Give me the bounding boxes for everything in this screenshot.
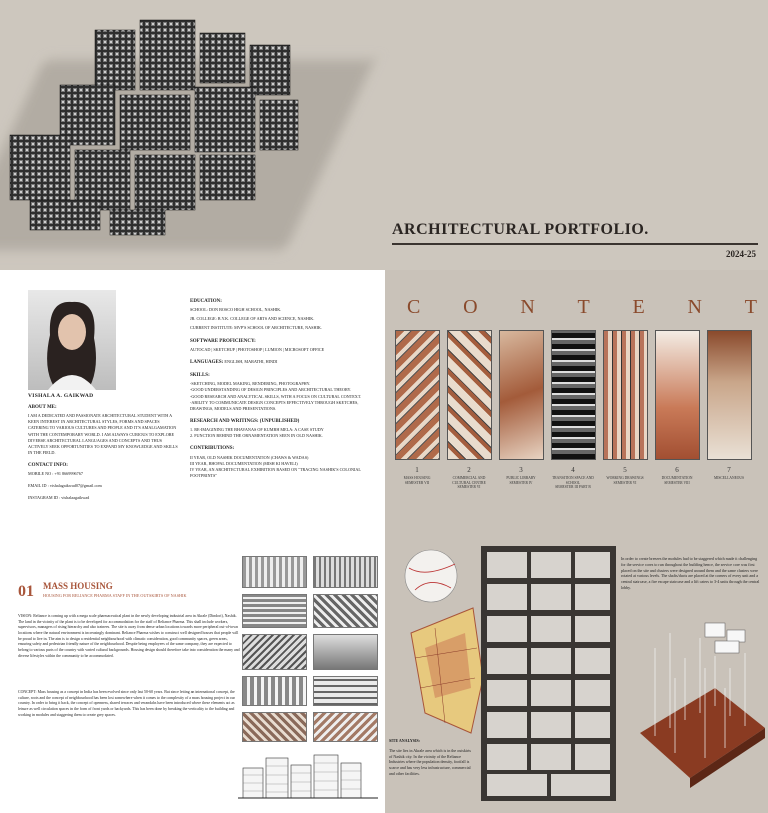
render-thumbnail — [313, 712, 378, 742]
content-item-6[interactable]: 6 DOCUMENTATION SEMESTER VIII — [661, 466, 693, 485]
content-heading — [407, 296, 757, 319]
concept-text: CONCEPT: Mass housing as a concept in India has been evolved since only last 50-60 years. But since letting an international concept, the culture, roots and the concept of neighbourhood has been lost somewhere when it comes to the complexity of a mass housing project in our country. In order to bring it back, the concept of openness, shared terraces and verandahs have been introduced where these elements act as leisure as well circulation spaces in the form of front yards or backyards. This has been done by breaking the verticality to the building and working in modules and staggering them to create grey spaces. — [18, 690, 235, 717]
education-item: CURRENT INSTITUTE: MVP'S SCHOOL OF ARCHITECTURE, NASHIK. — [190, 325, 322, 331]
skill-item: -GOOD UNDERSTANDING OF DESIGN PRINCIPLES AND ARCHITECTURAL THEORY. — [190, 387, 352, 393]
contribution-item: III YEAR, BHOPAL DOCUMENTATION (MISH KI HAVELI) — [190, 460, 298, 466]
content-item-7[interactable]: 7 MISCELLANEOUS — [714, 466, 744, 481]
education-item: SCHOOL: DON BOSCO HIGH SCHOOL, NASHIK. — [190, 307, 282, 313]
content-letter: N — [687, 296, 702, 318]
education-item: JR. COLLEGE: B.Y.K. COLLEGE OF ARTS AND SCIENCE, NASHIK. — [190, 316, 315, 322]
research-heading: RESEARCH AND WRITINGS: (UNPUBLISHED) — [190, 418, 300, 424]
mass-housing-page — [0, 538, 385, 813]
project-thumbnail-commercial[interactable] — [447, 330, 492, 460]
project-thumbnail-working-drawings[interactable] — [603, 330, 648, 460]
project-thumbnail-mass-housing[interactable] — [395, 330, 440, 460]
content-letter: C — [407, 296, 421, 318]
render-thumbnail — [242, 676, 307, 706]
profile-photo — [28, 290, 116, 390]
content-page — [385, 270, 768, 538]
site-analysis-heading: SITE ANALYSIS: — [389, 738, 421, 743]
resume-page — [0, 270, 385, 538]
render-thumbnail — [313, 594, 378, 628]
project-thumbnail-transition-space[interactable] — [551, 330, 596, 460]
content-letter: O — [463, 296, 478, 318]
elevation-drawing — [238, 753, 378, 803]
mobile-number: MOBILE NO : +91 8669996767 — [28, 471, 83, 477]
skills-heading: SKILLS: — [190, 373, 210, 379]
content-letter: N — [520, 296, 535, 318]
site-analysis-page — [385, 538, 768, 813]
render-thumbnail — [313, 556, 378, 588]
contribution-item: IV YEAR, AN ARCHITECTURAL EXHIBITION BASED ON "TRACING NASHIK'S COLONIAL FOOTPRINTS" — [190, 466, 361, 478]
content-item-4[interactable]: 4 TRANSITION SPACE AND SCHOOL SEMESTER III PART B — [552, 466, 594, 490]
project-thumbnail-documentation[interactable] — [655, 330, 700, 460]
site-analysis-text: The site lies in Akrale area which is in the outskirts of Nashik city. In the vicinity of the Reliance Industries where the population density, footfall is scarce and has very less infrastructure, commercial and other facilities. — [389, 747, 471, 776]
render-thumbnail — [313, 676, 378, 706]
research-item: 1. RE-IMAGINING THE BHAVANAS OF KUMBH MELA: A CASE STUDY — [190, 427, 324, 433]
about-text: I AM A DEDICATED AND PASSIONATE ARCHITECTURAL STUDENT WITH A KEEN INTEREST IN ARCHITECTURAL STYLES, FORMS AND SPACES CATERING TO VARIOUS CULTURES AND PEOPLE AND IT'S AMALGAMATION WITH THE CONTEMPORARY WORLD. I AM ALWAYS CURIOUS TO EXPLORE DIVERSE ARCHITECTURAL LANGUAGES AND CONCEPTS AND THUS ACTIVELY SEEK OPPORTUNITIES TO EXPAND MY KNOWLEDGE AND SKILLS IN THE FIELD. — [28, 413, 178, 455]
research-item: 2. FUNCTION BEHIND THE ORNAMENTATION SEEN IN OLD NASHIK. — [190, 433, 323, 439]
software-list: AUTOCAD | SKETCHUP | PHOTOSHOP | LUMION | MICROSOFT OFFICE — [190, 346, 325, 352]
content-letter: E — [632, 296, 645, 318]
render-thumbnail — [242, 556, 307, 588]
content-item-2[interactable]: 2 COMMERCIAL AND CULTURAL CENTRE SEMESTER VI — [452, 466, 486, 490]
languages-list: ENGLISH, MARATHI, HINDI — [224, 358, 278, 364]
contact-heading: CONTACT INFO: — [28, 462, 68, 468]
title-divider — [392, 243, 758, 245]
skill-item: -GOOD RESEARCH AND ANALYTICAL SKILLS, WITH A FOCUS ON CULTURAL CONTEXT. — [190, 393, 362, 399]
portfolio-year: 2024-25 — [726, 249, 756, 259]
content-item-1[interactable]: 1 MASS HOUSING SEMESTER VII — [403, 466, 431, 485]
cover-model-image — [0, 15, 340, 245]
project-subtitle: HOUSING FOR RELIANCE PHARMA STAFF IN THE OUTSKIRTS OF NASHIK — [43, 593, 187, 598]
software-heading: SOFTWARE PROFICIENCY: — [190, 338, 256, 344]
email-address[interactable]: EMAIL ID : vishalagaikwad07@gmail.com — [28, 483, 102, 489]
education-heading: EDUCATION: — [190, 299, 222, 304]
content-item-5[interactable]: 5 WORKING DRAWINGS SEMESTER VI — [606, 466, 644, 485]
render-thumbnail — [242, 594, 307, 628]
content-letter: T — [577, 296, 590, 318]
render-thumbnail — [242, 712, 307, 742]
contributions-heading: CONTRIBUTIONS: — [190, 446, 235, 452]
languages-heading: LANGUAGES: — [190, 359, 224, 365]
about-heading: ABOUT ME: — [28, 405, 57, 410]
project-thumbnail-miscellaneous[interactable] — [707, 330, 752, 460]
render-thumbnail — [313, 634, 378, 670]
project-title: MASS HOUSING — [43, 581, 113, 591]
vision-text: VISION: Reliance is coming up with a mega scale pharmaceutical plant in the newly developing industrial area in Akrale (Dindori), Nashik. The land in the vicinity of the plant is to be developed for accommodation for the staff of Reliance Pharma. This shall include workers, supervisors, managers of rising hierarchy and also trainees. The site is away from dense urban locations towards more peripheral out-of-town locations where the natural environment is increasingly dominant. Reliance Pharma wishes to construct well designed houses that people will be proud to live in. The aim is to design a residential neighbourhood with climatic consideration, good community spaces, green areas, ensuring safety and pedestrian friendly nature of the neighbourhood. Despite being employees of the same company, they are expected to belong to various parts of the country with varied cultural backgrounds. Housing design should therefore take into consideration the many and diverse lifestyles within the community to be accommodated. — [18, 614, 240, 658]
design-description: In order to create breezes the modules had to be staggered which made it challenging for the service cores to run throughout the building hence, the service core was first placed on the site and clusters were designed around them and the same clusters were rotated at various levels. The shafts/ducts are placed at the corners of every unit and a central staircase, a fire escape staircase and a lift caters to 3-4 units through the central lobby. — [621, 556, 760, 590]
content-letter: T — [744, 296, 757, 318]
portfolio-title: ARCHITECTURAL PORTFOLIO. — [392, 221, 649, 238]
render-thumbnail — [242, 634, 307, 670]
project-number: 01 — [18, 583, 34, 600]
contribution-item: II YEAR, OLD NASHIK DOCUMENTATION (CHAWS & WADAS) — [190, 454, 309, 460]
skill-item: -SKETCHING, MODEL MAKING, RENDERING, PHOTOGRAPHY. — [190, 381, 311, 387]
project-thumbnail-library[interactable] — [499, 330, 544, 460]
cover-page — [0, 0, 768, 270]
skill-item: -ABILITY TO COMMUNICATE DESIGN CONCEPTS EFFECTIVELY THROUGH SKETCHES, DRAWINGS, MODELS AND PRESENTATIONS. — [190, 399, 359, 411]
student-name: VISHALA A. GAIKWAD — [28, 393, 94, 399]
content-item-3[interactable]: 3 PUBLIC LIBRARY SEMESTER IV — [506, 466, 536, 485]
instagram-handle[interactable]: INSTAGRAM ID : vishalaagaikwad — [28, 495, 90, 501]
